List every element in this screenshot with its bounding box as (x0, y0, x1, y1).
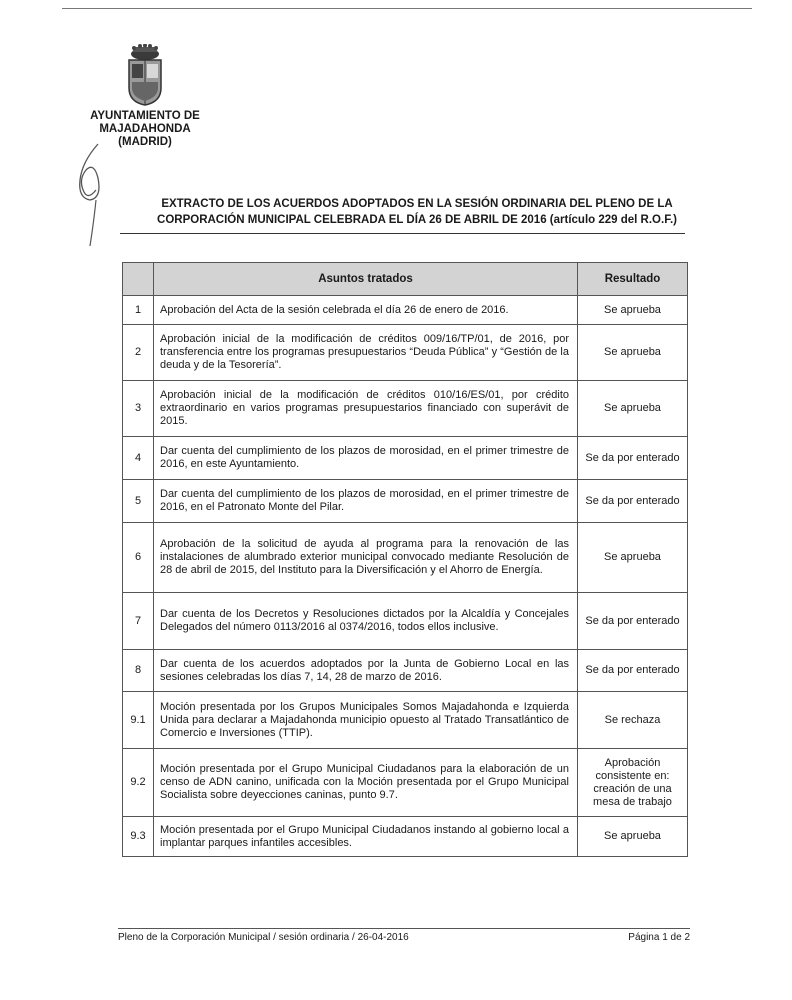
row-subject: Aprobación del Acta de la sesión celebrada el día 26 de enero de 2016. (154, 296, 578, 325)
coat-of-arms-icon (124, 44, 166, 106)
row-result: Se da por enterado (578, 593, 688, 650)
row-number: 4 (123, 437, 154, 480)
row-number: 8 (123, 650, 154, 692)
row-result: Se aprueba (578, 381, 688, 437)
page-number: Página 1 de 2 (628, 932, 690, 943)
top-rule (62, 8, 752, 9)
municipality-line-2: MAJADAHONDA (99, 123, 191, 135)
row-subject: Dar cuenta del cumplimiento de los plazos de morosidad, en el primer trimestre de 2016, en este Ayuntamiento. (154, 437, 578, 480)
table-row (123, 692, 688, 749)
table-row (123, 437, 688, 480)
footer-rule (118, 928, 690, 929)
row-result: Se da por enterado (578, 650, 688, 692)
row-result: Se aprueba (578, 325, 688, 381)
row-number: 3 (123, 381, 154, 437)
row-number: 6 (123, 523, 154, 593)
row-result: Se da por enterado (578, 480, 688, 523)
document-title (124, 196, 710, 228)
column-header-subject: Asuntos tratados (154, 263, 578, 296)
table-row (123, 593, 688, 650)
row-result: Se aprueba (578, 296, 688, 325)
document-title-line-1: EXTRACTO DE LOS ACUERDOS ADOPTADOS EN LA SESIÓN ORDINARIA DEL PLENO DE LA (161, 198, 673, 210)
row-number: 9.1 (123, 692, 154, 749)
table-row (123, 296, 688, 325)
column-header-number (123, 263, 154, 296)
row-subject: Moción presentada por los Grupos Municipales Somos Majadahonda e Izquierda Unida para declarar a Majadahonda municipio opuesto al Tratado Transatlántico de Comercio e Inversiones (TTIP). (154, 692, 578, 749)
document-title-line-2: CORPORACIÓN MUNICIPAL CELEBRADA EL DÍA 26 DE ABRIL DE 2016 (artículo 229 del R.O.F.) (157, 214, 677, 226)
title-underline (120, 233, 685, 234)
row-number: 2 (123, 325, 154, 381)
row-number: 5 (123, 480, 154, 523)
row-subject: Moción presentada por el Grupo Municipal Ciudadanos instando al gobierno local a implantar parques infantiles accesibles. (154, 817, 578, 857)
municipality-line-1: AYUNTAMIENTO DE (90, 110, 200, 122)
row-subject: Aprobación inicial de la modificación de créditos 009/16/TP/01, de 2016, por transferencia entre los programas presupuestarios “Deuda Pública” y “Gestión de la deuda y de la Tesorería”. (154, 325, 578, 381)
table-row (123, 325, 688, 381)
table-row (123, 381, 688, 437)
row-subject: Moción presentada por el Grupo Municipal Ciudadanos para la elaboración de un censo de ADN canino, unificada con la Moción presentada por el Grupo Municipal Socialista sobre deyecciones caninas, punto 9.7. (154, 749, 578, 817)
row-number: 1 (123, 296, 154, 325)
row-subject: Aprobación inicial de la modificación de créditos 010/16/ES/01, por crédito extraordinario en varios programas presupuestarios financiado con superávit de 2015. (154, 381, 578, 437)
row-result: Se da por enterado (578, 437, 688, 480)
row-subject: Dar cuenta de los Decretos y Resoluciones dictados por la Alcaldía y Concejales Delegados del número 0113/2016 al 0374/2016, todos ellos inclusive. (154, 593, 578, 650)
handwritten-signature (68, 140, 114, 250)
row-number: 9.3 (123, 817, 154, 857)
table-row (123, 523, 688, 593)
agenda-table (122, 262, 688, 857)
row-result: Se rechaza (578, 692, 688, 749)
row-number: 9.2 (123, 749, 154, 817)
row-subject: Aprobación de la solicitud de ayuda al programa para la renovación de las instalaciones de alumbrado exterior municipal convocado mediante Resolución de 28 de abril de 2015, del Instituto para la Diversificación y el Ahorro de Energía. (154, 523, 578, 593)
row-subject: Dar cuenta de los acuerdos adoptados por la Junta de Gobierno Local en las sesiones celebradas los días 7, 14, 28 de marzo de 2016. (154, 650, 578, 692)
footer-session-info: Pleno de la Corporación Municipal / sesión ordinaria / 26-04-2016 (118, 932, 409, 943)
row-result: Aprobación consistente en: creación de una mesa de trabajo (578, 749, 688, 817)
table-row (123, 480, 688, 523)
municipality-line-3: (MADRID) (118, 136, 172, 148)
column-header-result: Resultado (578, 263, 688, 296)
table-row (123, 650, 688, 692)
row-subject: Dar cuenta del cumplimiento de los plazos de morosidad, en el primer trimestre de 2016, en el Patronato Monte del Pilar. (154, 480, 578, 523)
row-result: Se aprueba (578, 523, 688, 593)
table-header-row (123, 263, 688, 296)
row-number: 7 (123, 593, 154, 650)
row-result: Se aprueba (578, 817, 688, 857)
table-row (123, 749, 688, 817)
table-row (123, 817, 688, 857)
